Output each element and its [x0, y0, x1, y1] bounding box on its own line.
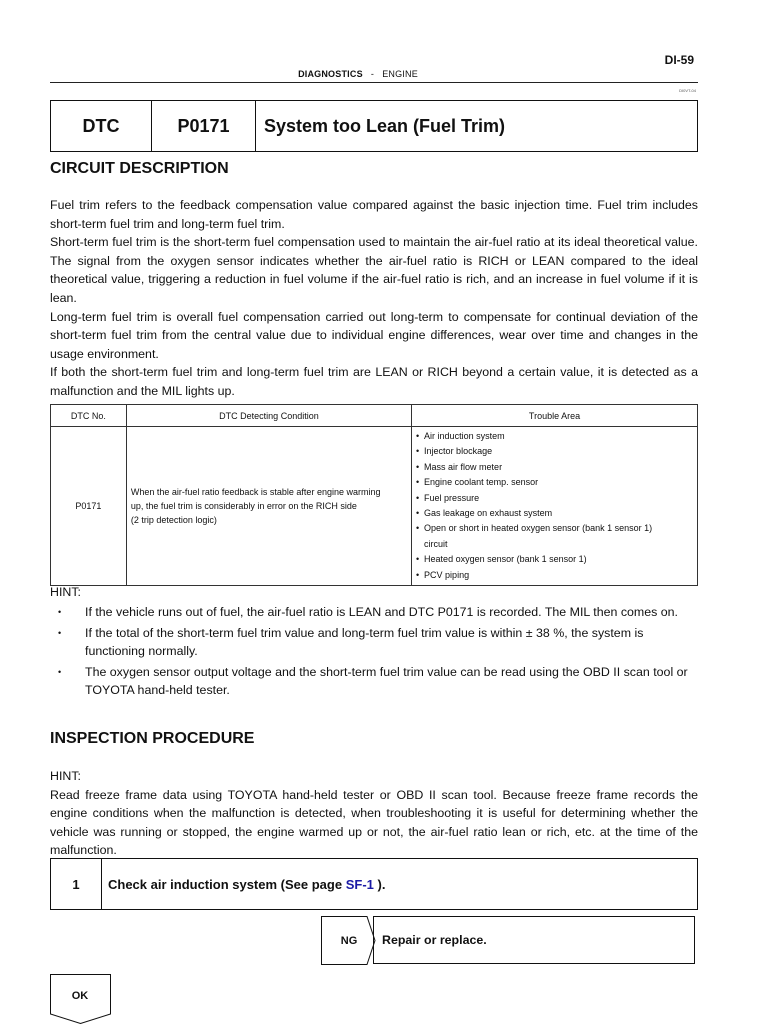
trouble-area-item: • Engine coolant temp. sensor [416, 475, 693, 490]
hint-bullet-list [50, 603, 698, 702]
page-link-sf-1[interactable]: SF-1 [345, 876, 374, 892]
hint-item-text: The oxygen sensor output voltage and the short-term fuel trim value can be read using the OBD II scan tool or TOYOTA hand-held tester. [85, 664, 688, 698]
header-detecting-condition: DTC Detecting Condition [126, 405, 411, 427]
inspection-hint-text: Read freeze frame data using TOYOTA hand-held tester or OBD II scan tool. Because freeze frame records the engine conditions when the malfunction is detected, when troubleshooting it is useful for determining whether the vehicle was running or stopped, the engine warmed up or not, the air-fuel ratio lean or rich, etc. at the time of the malfunction. [50, 787, 698, 858]
header-separator: - [370, 69, 375, 79]
running-header [0, 69, 716, 79]
step-text-end: ). [373, 876, 386, 892]
list-item [50, 624, 698, 661]
circuit-description-text [50, 196, 698, 401]
dtc-code: P0171 [152, 101, 256, 151]
header-rule [50, 82, 698, 83]
step-1-box [50, 858, 698, 910]
header-subsection: ENGINE [382, 69, 418, 79]
trouble-area-item: • Injector blockage [416, 444, 693, 459]
circuit-paragraph: Short-term fuel trim is the short-term fuel compensation used to maintain the air-fuel ratio at its ideal theoretical value. The signal from the oxygen sensor indicates whether the air-fuel ratio is RICH or LEAN compared to the ideal theoretical value, triggering a reduction in fuel volume if the air-fuel ratio is rich, and an increase in fuel volume if it is lean. [50, 235, 698, 305]
inspection-procedure-heading: INSPECTION PROCEDURE [50, 730, 255, 747]
condition-line: (2 trip detection logic) [130, 515, 217, 526]
cell-trouble-area [412, 427, 698, 586]
inspection-hint-label: HINT: [50, 769, 81, 783]
inspection-hint [50, 767, 698, 860]
ok-label: OK [71, 990, 89, 1002]
ng-label: NG [340, 935, 358, 947]
trouble-area-item: • Open or short in heated oxygen sensor (bank 1 sensor 1) circuit [416, 521, 674, 552]
trouble-area-item: • PCV piping [416, 568, 693, 583]
ok-branch [50, 974, 112, 1024]
ng-action-box: Repair or replace. [373, 916, 695, 964]
doc-code: DI0VT-04 [679, 88, 696, 93]
dtc-table [50, 404, 698, 586]
step-title [102, 877, 385, 892]
circuit-paragraph: Long-term fuel trim is overall fuel compensation carried out long-term to compensate for continual deviation of the short-term fuel trim from the central value due to individual engine differences, wear over time and changes in the usage environment. [50, 309, 698, 361]
hint-label: HINT: [50, 585, 81, 599]
list-item [50, 663, 698, 700]
trouble-area-item: • Gas leakage on exhaust system [416, 506, 693, 521]
page-number: DI-59 [664, 53, 694, 67]
table-header-row [51, 405, 698, 427]
step-number: 1 [51, 859, 102, 909]
ng-branch [321, 916, 697, 966]
bullet-glyph: • [58, 666, 62, 677]
cell-dtc-no: P0171 [51, 427, 127, 586]
trouble-area-list [416, 429, 693, 583]
bullet-glyph: • [58, 627, 62, 638]
trouble-area-item: • Heated oxygen sensor (bank 1 sensor 1) [416, 552, 693, 567]
step-text: Check air induction system (See page [108, 876, 346, 892]
header-dtc-no: DTC No. [51, 405, 127, 427]
hint-item-text: If the vehicle runs out of fuel, the air-fuel ratio is LEAN and DTC P0171 is recorded. The MIL then comes on. [85, 605, 678, 619]
circuit-description-heading: CIRCUIT DESCRIPTION [50, 160, 229, 177]
bullet-glyph: • [58, 607, 62, 617]
circuit-paragraph: Fuel trim refers to the feedback compensation value compared against the basic injection time. Fuel trim includes short-term fuel trim and long-term fuel trim. [50, 198, 698, 231]
trouble-area-item: • Air induction system [416, 429, 693, 444]
table-row [51, 427, 698, 586]
dtc-label: DTC [51, 101, 152, 151]
cell-detecting-condition [126, 427, 411, 586]
dtc-title-box [50, 100, 698, 152]
trouble-area-item: • Fuel pressure [416, 491, 693, 506]
header-section: DIAGNOSTICS [298, 69, 363, 79]
condition-line: When the air-fuel ratio feedback is stable after engine warming [130, 487, 381, 498]
header-trouble-area: Trouble Area [412, 405, 698, 427]
list-item [50, 603, 698, 622]
hint-item-text: If the total of the short-term fuel trim value and long-term fuel trim value is within ± 38 %, the system is functioning normally. [85, 625, 644, 659]
condition-line: up, the fuel trim is considerably in error on the RICH side [130, 501, 357, 512]
circuit-paragraph: If both the short-term fuel trim and long-term fuel trim are LEAN or RICH beyond a certain value, it is detected as a malfunction and the MIL lights up. [50, 365, 698, 398]
dtc-title: System too Lean (Fuel Trim) [264, 115, 506, 136]
trouble-area-item: • Mass air flow meter [416, 460, 693, 475]
